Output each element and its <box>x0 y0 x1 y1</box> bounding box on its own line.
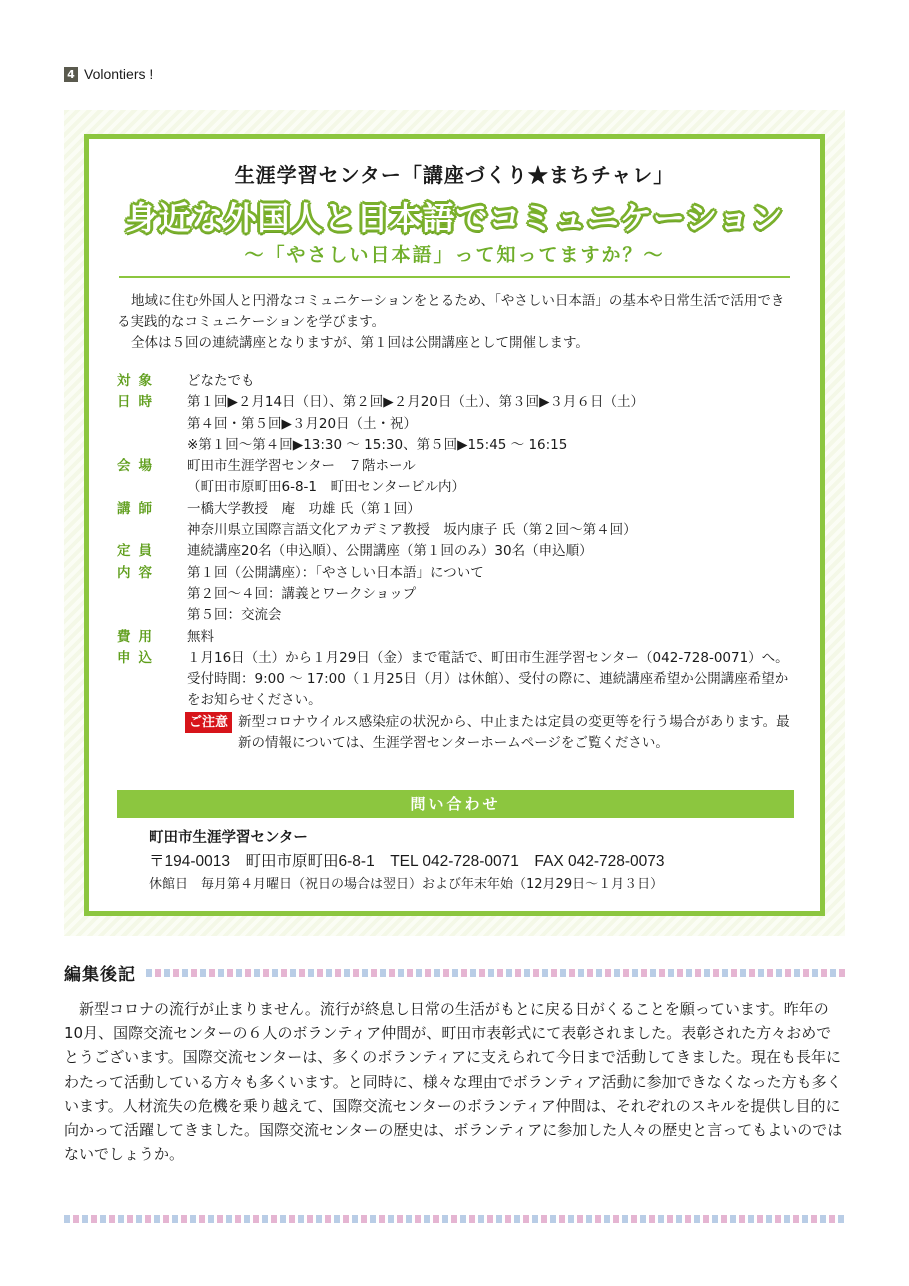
detail-label: 費用 <box>117 628 160 645</box>
detail-row-target <box>117 371 800 392</box>
notice-text: 新型コロナウイルス感染症の状況から、中止または定員の変更等を行う場合があります。最新の情報については、生涯学習センターホームページをご覧ください。 <box>238 714 790 751</box>
detail-value: 第４回・第５回▶３月20日（土・祝） <box>187 415 418 432</box>
detail-label: 内容 <box>117 564 160 581</box>
detail-label: 会場 <box>117 458 160 475</box>
event-supertitle: 生涯学習センター「講座づくり★まちチャレ」 <box>234 163 675 187</box>
intro-paragraph: 地域に住む外国人と円滑なコミュニケーションをとるため、「やさしい日本語」の基本や日常生活で活用できる実践的なコミュニケーションを学びます。 <box>117 293 785 330</box>
page-number: 4 <box>64 67 78 82</box>
event-frame <box>84 134 825 916</box>
detail-row-venue <box>117 456 800 499</box>
notice <box>185 712 796 754</box>
newsletter-title: Volontiers ! <box>84 66 154 82</box>
bottom-dotted-divider <box>64 1215 845 1223</box>
detail-row-capacity <box>117 541 800 562</box>
event-intro <box>117 291 794 354</box>
detail-value: ※第１回～第４回▶13:30 ～ 15:30、第５回▶15:45 ～ 16:15 <box>187 436 568 453</box>
detail-value: （町田市原町田6-8-1 町田センタービル内） <box>187 479 465 496</box>
contact-name: 町田市生涯学習センター <box>149 830 308 846</box>
intro-paragraph: 全体は５回の連続講座となりますが、第１回は公開講座として開催します。 <box>131 335 589 351</box>
detail-row-fee <box>117 627 800 648</box>
detail-label: 日時 <box>117 394 160 411</box>
contact-heading: 問い合わせ <box>117 790 794 818</box>
detail-value: 第２回～４回：講義とワークショップ <box>187 585 417 602</box>
detail-label: 申込 <box>117 649 160 666</box>
detail-value: どなたでも <box>187 373 255 389</box>
contact-hours: 休館日 毎月第４月曜日（祝日の場合は翌日）および年末年始（12月29日～１月３日） <box>149 877 664 892</box>
title-divider <box>119 276 790 278</box>
detail-value: 第１回▶２月14日（日）、第２回▶２月20日（土）、第３回▶３月６日（土） <box>187 394 645 411</box>
detail-row-application <box>117 648 800 712</box>
detail-value: １月16日（土）から１月29日（金）まで電話で、町田市生涯学習センター（042-728-0071）へ。受付時間：9:00 ～ 17:00（１月25日（月）は休館）、受付の際に、連続講座希望か公開講座希望かをお知らせください。 <box>187 649 789 709</box>
detail-value: 第５回：交流会 <box>187 607 282 624</box>
notice-badge: ご注意 <box>185 712 232 733</box>
editorial-header <box>64 960 845 985</box>
editorial-body: 新型コロナの流行が止まりません。流行が終息し日常の生活がもとに戻る日がくることを願っています。昨年の10月、国際交流センターの６人のボランティア仲間が、町田市表彰式にて表彰されました。表彰された方々おめでとうございます。国際交流センターは、多くのボランティアに支えられて今日まで活動してきました。現在も長年にわたって活動している方々も多くいます。と同時に、様々な理由でボランティア活動に参加できなくなった方も多くいます。人材流失の危機を乗り越えて、国際交流センターのボランティア仲間は、それぞれのスキルを提供し目的に向かって活躍してきました。国際交流センターの歴史は、ボランティアに参加した人々の歴史と言ってもよいのではないでしょうか。 <box>64 1000 843 1164</box>
detail-row-lecturer <box>117 499 800 542</box>
detail-value: 連続講座20名（申込順）、公開講座（第１回のみ）30名（申込順） <box>187 543 593 560</box>
detail-row-content <box>117 563 800 627</box>
contact-info <box>149 827 800 896</box>
detail-label: 対象 <box>117 373 160 389</box>
event-details <box>117 371 800 712</box>
dotted-divider <box>146 969 845 977</box>
event-subtitle: ～「やさしい日本語」って知ってますか？～ <box>244 244 665 266</box>
contact-address: 〒194-0013 町田市原町田6-8-1 TEL 042-728-0071 FAX 042-728-0073 <box>149 853 665 870</box>
detail-label: 講師 <box>117 500 160 517</box>
detail-value: 第１回（公開講座）：「やさしい日本語」について <box>187 564 484 581</box>
page-header <box>64 66 153 82</box>
editorial-title: 編集後記 <box>64 965 136 985</box>
detail-label: 定員 <box>117 543 160 560</box>
detail-value: 一橋大学教授 庵 功雄 氏（第１回） <box>187 500 421 517</box>
detail-value: 無料 <box>187 628 214 645</box>
event-title: 身近な外国人と日本語でコミュニケーション <box>125 199 784 237</box>
detail-value: 町田市生涯学習センター ７階ホール <box>187 458 416 475</box>
detail-value: 神奈川県立国際言語文化アカデミア教授 坂内康子 氏（第２回～第４回） <box>187 522 637 539</box>
detail-row-schedule <box>117 392 800 456</box>
